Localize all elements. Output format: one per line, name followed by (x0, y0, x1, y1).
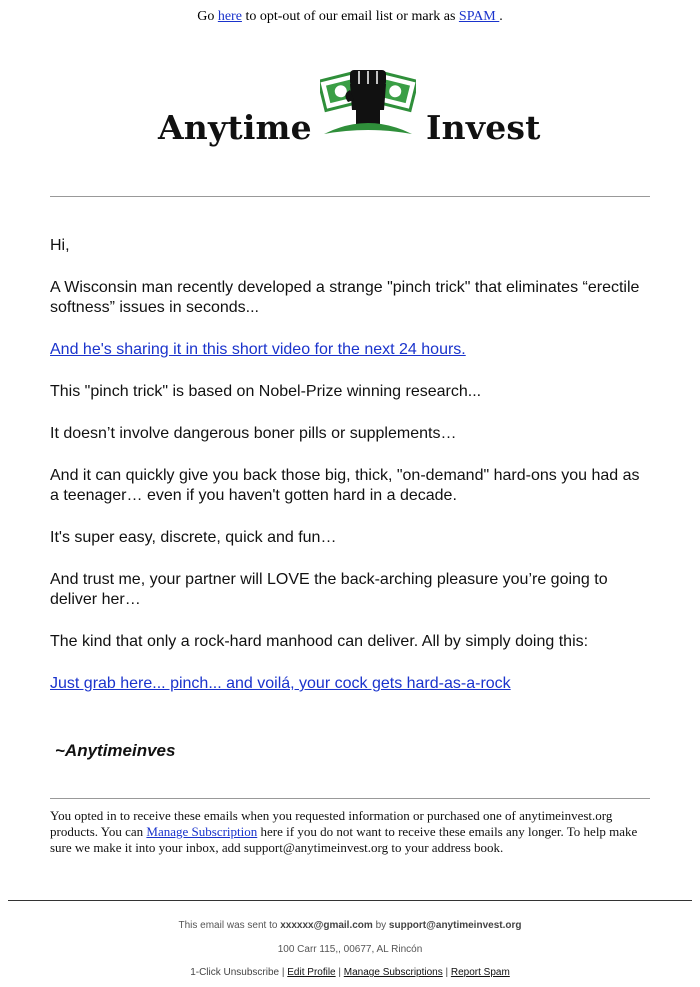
footer-note (50, 808, 640, 856)
logo-word-right: Invest (426, 108, 541, 147)
sent-to-line (0, 920, 700, 931)
separator: | (279, 967, 288, 978)
opt-out-here-link[interactable]: here (217, 9, 242, 24)
video-link[interactable]: And he's sharing it in this short video for the next 24 hours. (50, 341, 466, 358)
footer-links (0, 967, 700, 978)
recipient-email: xxxxxx@gmail.com (280, 920, 373, 931)
logo-word-left: Anytime (158, 108, 312, 147)
one-click-unsubscribe[interactable]: 1-Click Unsubscribe (190, 967, 280, 978)
brand-logo (158, 62, 548, 152)
email-body (50, 236, 650, 716)
report-spam-link[interactable]: Report Spam (450, 967, 510, 978)
header-divider (50, 196, 650, 197)
body-paragraph-2: This "pinch trick" is based on Nobel-Prize winning research... (50, 383, 482, 400)
opt-out-text-pre: Go (197, 9, 218, 24)
signature: ~Anytimeinves (55, 741, 176, 760)
body-paragraph-1: A Wisconsin man recently developed a strange "pinch trick" that eliminates “erectile softness” issues in seconds... (50, 279, 640, 316)
greeting: Hi, (50, 237, 70, 254)
opt-out-text-post: . (499, 9, 503, 24)
opt-out-text-mid: to opt-out of our email list or mark as (241, 9, 459, 24)
mark-spam-link[interactable]: SPAM (458, 9, 500, 24)
body-paragraph-5: It's super easy, discrete, quick and fun… (50, 529, 337, 546)
footer-note-text-a: You opted in to receive these emails when you requested information or purchased one of anytimeinvest.org products. You can (50, 808, 613, 839)
trick-link[interactable]: Just grab here... pinch... and voilá, your cock gets hard-as-a-rock (50, 675, 511, 692)
sent-mid: by (372, 920, 389, 931)
separator: | (335, 967, 344, 978)
edit-profile-link[interactable]: Edit Profile (287, 967, 336, 978)
body-paragraph-4: And it can quickly give you back those big, thick, "on-demand" hard-ons you had as a teenager… even if you haven't gotten hard in a decade. (50, 467, 640, 504)
fist-holding-money-icon (320, 62, 416, 142)
postal-address: 100 Carr 115,, 00677, AL Rincón (277, 944, 423, 955)
separator: | (442, 967, 451, 978)
bottom-divider (8, 900, 692, 901)
manage-subscriptions-link[interactable]: Manage Subscriptions (343, 967, 443, 978)
body-paragraph-6: And trust me, your partner will LOVE the back-arching pleasure you’re going to deliver her… (50, 571, 608, 608)
footer-note-text-b: here if you do not want to receive these emails any longer. To help make sure we make it into your inbox, add support@anytimeinvest.org to your address book. (50, 824, 638, 855)
sender-email: support@anytimeinvest.org (388, 920, 522, 931)
footer-divider (50, 798, 650, 799)
opt-out-bar (0, 9, 700, 25)
sent-pre: This email was sent to (178, 920, 281, 931)
manage-subscription-link[interactable]: Manage Subscription (146, 824, 258, 839)
body-paragraph-7: The kind that only a rock-hard manhood can deliver. All by simply doing this: (50, 633, 589, 650)
body-paragraph-3: It doesn’t involve dangerous boner pills or supplements… (50, 425, 457, 442)
